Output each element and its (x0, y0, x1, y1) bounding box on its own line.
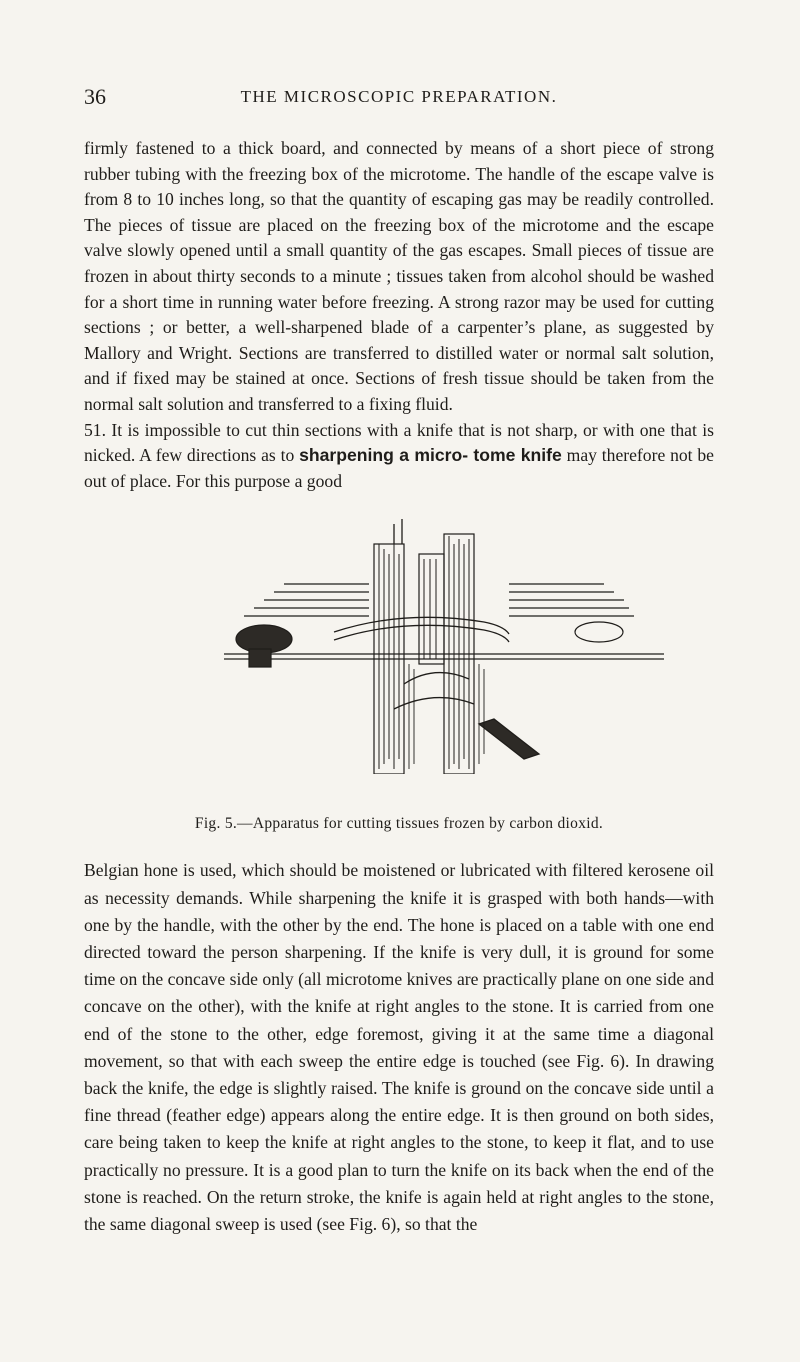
paragraph-sharpening-intro (84, 418, 714, 495)
figure-5 (84, 514, 714, 809)
page-header (84, 84, 714, 114)
paragraph-tail: may therefore not be out of place. For this purpose a good (84, 445, 714, 491)
paragraph-lead: 51. It is impossible to cut thin sections with a knife that is not sharp, or with one that is nicked. A few directions as to (84, 419, 714, 466)
lower-text (84, 857, 714, 1238)
figure-caption: Fig. 5.—Apparatus for cutting tissues frozen by carbon dioxid. (194, 815, 604, 833)
paragraph-freezing: firmly fastened to a thick board, and connected by means of a short piece of strong rubber tubing with the freezing box of the microtome. The handle of the escape valve is from 8 to 10 inches long, so that the quantity of escaping gas may be readily controlled. The pieces of tissue are placed on the freezing box of the microtome and the escape valve slowly opened until a small quantity of the gas escapes. Small pieces of tissue are frozen in about thirty seconds to a minute ; tissues taken from alcohol should be washed for a short time in running water before freezing. A strong razor may be used for cutting sections ; or better, a well-sharpened blade of a carpenter’s plane, as suggested by Mallory and Wright. Sections are transferred to distilled water or normal salt solution, and if fixed may be stained at once. Sections of fresh tissue should be taken from the normal salt solution and transferred to a fixing fluid. (84, 138, 714, 414)
upper-text (84, 136, 714, 494)
bold-term: sharpening a micro- tome knife (299, 445, 562, 466)
microtome-illustration (204, 514, 674, 774)
running-head: THE MICROSCOPIC PREPARATION. (240, 87, 558, 106)
page-number: 36 (84, 84, 106, 109)
book-page (84, 84, 714, 1238)
paragraph-hone: Belgian hone is used, which should be moistened or lubricated with filtered kerosene oil as necessity demands. While sharpening the knife it is grasped with both hands—with one by the handle, with the other by the end. The hone is placed on a table with one end directed toward the person sharpening. If the knife is very dull, it is ground for some time on the concave side only (all microtome knives are practically plane on one side and concave on the other), with the knife at right angles to the stone. It is carried from one end of the stone to the other, edge foremost, giving it at the same time a diagonal movement, so that with each sweep the entire edge is touched (see Fig. 6). In drawing back the knife, the edge is slightly raised. The knife is ground on the concave side until a fine thread (feather edge) appears along the entire edge. It is then ground on both sides, care being taken to keep the knife at right angles to the stone, to keep it flat, and to use practically no pressure. It is a good plan to turn the knife on its back when the end of the stone is reached. On the return stroke, the knife is again held at right angles to the stone, the same diagonal sweep is used (see Fig. 6), so that the (84, 860, 714, 1234)
